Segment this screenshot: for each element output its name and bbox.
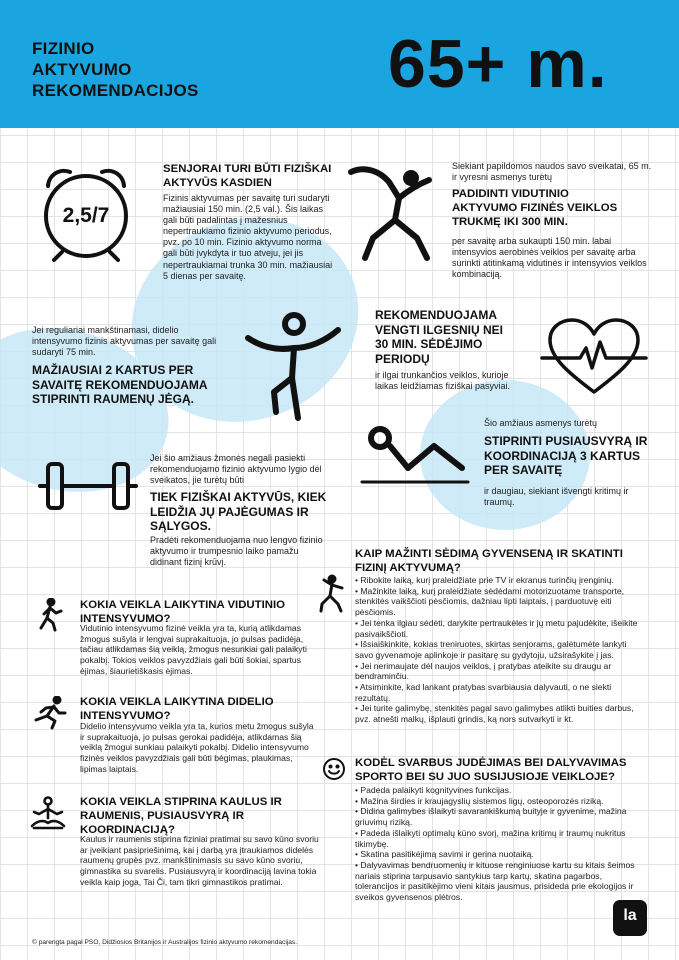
heart-pulse-icon (540, 318, 648, 398)
age-group-label: 65+ m. (388, 26, 608, 102)
jumping-person-icon (238, 312, 348, 424)
list-item: • Ribokite laiką, kurį praleidžiate prie TV ir ekranus turinčių įrenginių. (355, 575, 614, 585)
dancing-person-icon (316, 574, 348, 614)
dumbbell-icon (36, 456, 140, 516)
section-intro: Jei reguliariai mankštinamasi, didelio intensyvumo fizinis aktyvumas per savaitę gali sudaryti 75 min. (32, 325, 217, 358)
smiley-icon (322, 757, 346, 781)
alarm-clock-icon (34, 160, 138, 264)
section-heading: PADIDINTI VIDUTINIO AKTYVUMO FIZINĖS VEIKLOS TRUKMĘ IKI 300 MIN. (452, 188, 618, 228)
list-item: • Mažina širdies ir kraujagyslių sistemos ligų, osteoporozės riziką. (355, 795, 604, 806)
question-heading: KAIP MAŽINTI SĖDIMĄ GYVENSENĄ IR SKATINTI FIZINĮ AKTYVUMĄ? (355, 548, 623, 574)
question-heading: KODĖL SVARBUS JUDĖJIMAS BEI DALYVAVIMAS SPORTO BEI SU JUO SUSIJUSIOJE VEIKLOJE? (355, 757, 627, 783)
organization-logo (613, 900, 647, 936)
question-heading: KOKIA VEIKLA LAIKYTINA DIDELIO INTENSYVUMO? (80, 696, 274, 722)
header-banner (0, 0, 679, 128)
section-heading: REKOMENDUOJAMA VENGTI ILGESNIŲ NEI 30 MIN. SĖDĖJIMO PERIODŲ (375, 308, 504, 366)
list-item: • Padeda išlaikyti optimalų kūno svorį, mažina kritimų ir traumų nukritus tikimybę. (355, 827, 626, 849)
list-item: • Dalyvavimas bendruomenių ir kituose renginiuose kartu su kitais šeimos nariais stiprina tarpusavio santykius tarp kartų, skatina pagarbos, tolerancijos ir pasitikėjimo vieni kitais jausmus, prisideda prie ekologijos ir sveikos gyvensenos plėtros. (355, 859, 635, 903)
title-line: REKOMENDACIJOS (32, 81, 199, 100)
section-intro: Jei šio amžiaus žmonės negali pasiekti rekomenduojamo fizinio aktyvumo lygio dėl sveikatos, jie turėtų būti (150, 453, 322, 486)
question-heading: KOKIA VEIKLA LAIKYTINA VIDUTINIO INTENSYVUMO? (80, 599, 286, 625)
list-item: • Išsiaiškinkite, kokias treniruotes, skirtas senjorams, galėtumėte lankyti savo gyvenamoje aplinkoje ir pasitarę su gydytoju, užsirašykite į jas. (355, 639, 627, 660)
section-heading: MAŽIAUSIAI 2 KARTUS PER SAVAITĘ REKOMENDUOJAMA STIPRINTI RAUMENŲ JĖGĄ. (32, 363, 208, 406)
section-heading: STIPRINTI PUSIAUSVYRĄ IR KOORDINACIJĄ 3 KARTUS PER SAVAITĘ (484, 434, 648, 477)
section-text: ir ilgai trunkančios veiklos, kurioje laikas leidžiamas fiziškai pasyviai. (375, 370, 511, 392)
list-item: • Jei nerimaujate dėl naujos veiklos, į pratybas ateikite su draugu ar bendraminčiu. (355, 660, 612, 682)
list-item: • Padeda palaikyti kognityvines funkcijas. (355, 785, 512, 795)
list-item: • Jei tenka ilgiau sėdėti, darykite pertraukėles ir jų metu pajudėkite, išeikite pasivaikščioti. (355, 617, 638, 639)
section-intro: Siekiant papildomos naudos savo sveikatai, 65 m. ir vyresni asmenys turėtų (452, 161, 652, 183)
section-text: ir daugiau, siekiant išvengti kritimų ir traumų. (484, 486, 629, 508)
list-item: • Mažinkite laiką, kurį praleidžiate sėdėdami motorizuotame transporte, stenkitės vaikščioti pėsčiomis, dažniau lipti laiptais, į parduotuvę eiti pėsčiomis. (355, 585, 625, 618)
list-item: • Jei turite galimybę, stenkitės pagal savo galimybes atlikti buities darbus, pvz. atnešti malkų, išplauti grindis, ką nors sutvarkyti ir kt. (355, 703, 634, 725)
question-text: Didelio intensyvumo veikla yra ta, kurios metu žmogus sušyla ir suprakaituoja, jo pulsas gerokai padidėja, atlikdamas šią veiklą žmogui sunkiau palaikyti pokalbį. Didelio intensyvumo fizinės veiklos pavyzdžiais gali būti bėgimas, plaukimas, lipimas laiptais. (80, 721, 314, 774)
walking-person-icon (34, 598, 66, 632)
section-text: Pradėti rekomenduojama nuo lengvo fizinio aktyvumo ir trumpesnio laiko pamažu didinant fizinį krūvį. (150, 535, 323, 568)
running-person-icon (30, 696, 70, 730)
clock-badge: 2,5/7 (62, 204, 110, 227)
stretching-person-icon (343, 158, 443, 268)
section-heading: SENJORAI TURI BŪTI FIZIŠKAI AKTYVŪS KASDIEN (163, 163, 332, 189)
title-line: AKTYVUMO (32, 60, 132, 79)
list-item: • Atsiminkite, kad lankant pratybas svarbiausia dalyvauti, o ne siekti rezultatų. (355, 682, 612, 703)
section-intro: Šio amžiaus asmenys turėtų (484, 418, 598, 428)
section-text: Fizinis aktyvumas per savaitę turi sudaryti mažiausiai 150 min. (2,5 val.). Šis laikas gali būti padalintas į mažesnius nepertraukiamo fizinio aktyvumo periodus, pvz. po 10 min. Fizinio aktyvumo norma gali būti įvykdyta ir tuo atveju, jei jis nepertraukiamai trunka 30 min. mažiausiai 5 dienas per savaitę. (163, 193, 333, 281)
title-line: FIZINIO (32, 39, 95, 58)
list-item: • Skatina pasitikėjimą savimi ir gerina nuotaiką. (355, 849, 534, 860)
footer-note: © parengta pagal PSO, Didžiosios Britanijos ir Australijos fizinio aktyvumo rekomendacijas. (32, 939, 298, 946)
question-text: Vidutinio intensyvumo fizinė veikla yra ta, kurią atlikdamas žmogus sušyla ir lengvai suprakaituoja, jo pulsas padidėja, tačiau atlikdamas šią veiklą, žmogus nesunkiai gali palaikyti pokalbį. Tokios veiklos pavyzdžiais gali būti šokiai, spartus ėjimas, šiaurietiškasis ėjimas. (80, 623, 307, 676)
section-heading: TIEK FIZIŠKAI AKTYVŪS, KIEK LEIDŽIA JŲ PAJĖGUMAS IR SĄLYGOS. (150, 490, 327, 533)
question-heading: KOKIA VEIKLA STIPRINA KAULUS IR RAUMENIS, PUSIAUSVYRĄ IR KOORDINACIJĄ? (80, 796, 282, 836)
yoga-person-icon (28, 796, 68, 832)
logo-text: la (623, 907, 637, 924)
poster-title (32, 38, 252, 101)
bullet-list (355, 575, 645, 725)
section-text: per savaitę arba sukaupti 150 min. labai intensyvios aerobinės veiklos per savaitę arba surinkti atitinkamą vidutinės ir intensyvios veiklos kombinaciją. (452, 236, 647, 280)
question-text: Kaulus ir raumenis stiprina fiziniai pratimai su savo kūno svoriu ar įveikiant pasipriešinimą, kai į darbą yra įtraukiamos didelės raumenų grupės pvz. mankštinimasis su savo kūno svoriu, gimnastika su svarelis. Pusiausvyrą ir koordinaciją lavina tokia veikla kaip joga, Tai Či, tam tikri gimnastikos pratimai. (80, 834, 319, 887)
bullet-list (355, 785, 645, 903)
sit-up-person-icon (360, 424, 470, 488)
list-item: • Didina galimybes išlaikyti savarankiškumą buityje ir gyvenime, mažina griuvimų riziką. (355, 806, 627, 828)
